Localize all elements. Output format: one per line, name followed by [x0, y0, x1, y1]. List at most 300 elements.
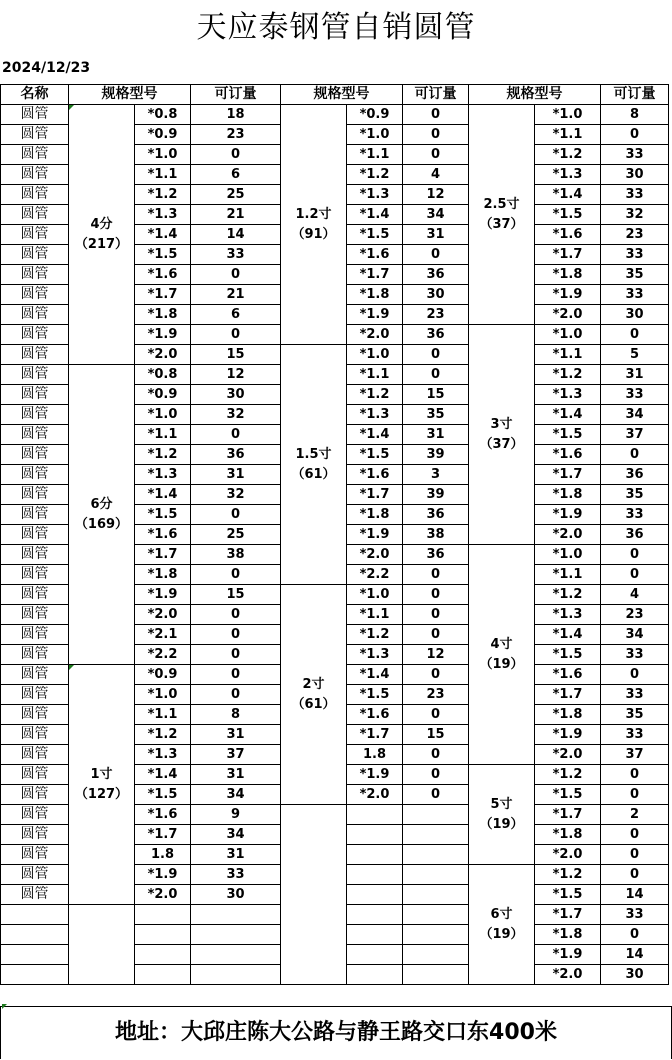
- spec-cell: *1.8: [135, 565, 191, 585]
- qty-cell: 14: [601, 945, 669, 965]
- qty-cell: 4: [601, 585, 669, 605]
- qty-cell: 33: [601, 505, 669, 525]
- spacer-cell: [135, 985, 191, 1006]
- group-size-label: 5寸: [490, 796, 513, 812]
- spec-cell: *0.8: [135, 105, 191, 125]
- spec-cell: *1.4: [535, 185, 601, 205]
- spec-cell: *1.0: [347, 585, 403, 605]
- group-size-label: 6寸: [490, 906, 513, 922]
- spec-cell: *2.1: [135, 625, 191, 645]
- spacer-cell: [69, 985, 135, 1006]
- empty-cell: [347, 805, 403, 825]
- spec-cell: *0.9: [135, 125, 191, 145]
- empty-cell: [347, 885, 403, 905]
- qty-cell: 0: [191, 425, 281, 445]
- qty-cell: 0: [403, 705, 469, 725]
- group-label-cell: [281, 585, 347, 805]
- product-name-cell: 圆管: [1, 685, 69, 705]
- spec-cell: *1.5: [135, 785, 191, 805]
- group-total-label: （61）: [291, 696, 336, 712]
- spec-cell: 1.8: [347, 745, 403, 765]
- empty-group-cell: [69, 905, 135, 985]
- spec-cell: *2.0: [535, 845, 601, 865]
- spec-cell: *2.0: [135, 885, 191, 905]
- product-name-cell: 圆管: [1, 665, 69, 685]
- qty-cell: 33: [601, 185, 669, 205]
- spec-cell: *1.4: [135, 765, 191, 785]
- spec-cell: *1.5: [535, 645, 601, 665]
- spec-cell: *2.0: [135, 605, 191, 625]
- spec-cell: *1.4: [347, 425, 403, 445]
- spec-cell: *1.7: [347, 725, 403, 745]
- empty-cell: [403, 945, 469, 965]
- spec-cell: *1.0: [535, 105, 601, 125]
- qty-cell: 34: [601, 405, 669, 425]
- spec-cell: *1.3: [347, 185, 403, 205]
- spec-cell: *1.7: [135, 825, 191, 845]
- spec-cell: *1.2: [347, 165, 403, 185]
- product-name-cell: 圆管: [1, 245, 69, 265]
- spec-cell: *1.0: [535, 545, 601, 565]
- empty-cell: [191, 945, 281, 965]
- qty-cell: 0: [191, 325, 281, 345]
- product-name-cell: 圆管: [1, 805, 69, 825]
- qty-cell: 36: [403, 545, 469, 565]
- spec-cell: *1.8: [535, 825, 601, 845]
- qty-cell: 6: [191, 305, 281, 325]
- qty-cell: 0: [191, 605, 281, 625]
- header-qty: 可订量: [403, 85, 469, 105]
- group-total-label: （91）: [291, 226, 336, 242]
- qty-cell: 6: [191, 165, 281, 185]
- qty-cell: 31: [191, 725, 281, 745]
- empty-cell: [1, 905, 69, 925]
- product-name-cell: 圆管: [1, 145, 69, 165]
- spec-cell: *0.9: [347, 105, 403, 125]
- product-name-cell: 圆管: [1, 365, 69, 385]
- spec-cell: *0.9: [135, 665, 191, 685]
- qty-cell: 32: [191, 405, 281, 425]
- product-name-cell: 圆管: [1, 645, 69, 665]
- spec-cell: *1.2: [347, 385, 403, 405]
- product-name-cell: 圆管: [1, 465, 69, 485]
- spec-cell: *1.5: [135, 505, 191, 525]
- qty-cell: 0: [403, 105, 469, 125]
- empty-group-cell: [281, 805, 347, 985]
- empty-cell: [135, 965, 191, 985]
- spec-cell: *1.0: [347, 125, 403, 145]
- spec-cell: *1.1: [535, 125, 601, 145]
- qty-cell: 0: [403, 745, 469, 765]
- qty-cell: 36: [403, 265, 469, 285]
- spec-cell: *1.3: [347, 645, 403, 665]
- spec-cell: *1.3: [535, 165, 601, 185]
- spec-cell: *1.1: [135, 705, 191, 725]
- empty-cell: [403, 825, 469, 845]
- qty-cell: 14: [191, 225, 281, 245]
- qty-cell: 15: [191, 585, 281, 605]
- product-name-cell: 圆管: [1, 565, 69, 585]
- qty-cell: 30: [601, 965, 669, 985]
- spec-cell: *1.4: [135, 485, 191, 505]
- spec-cell: *1.9: [535, 945, 601, 965]
- spec-cell: *1.7: [535, 685, 601, 705]
- qty-cell: 0: [601, 845, 669, 865]
- qty-cell: 0: [403, 365, 469, 385]
- spec-cell: *1.4: [347, 665, 403, 685]
- product-name-cell: 圆管: [1, 625, 69, 645]
- spec-cell: *1.5: [135, 245, 191, 265]
- cell-marker: [69, 105, 74, 110]
- spec-cell: *1.7: [535, 805, 601, 825]
- spec-cell: *2.0: [135, 345, 191, 365]
- qty-cell: 35: [403, 405, 469, 425]
- spec-cell: *1.5: [535, 205, 601, 225]
- spec-cell: *1.9: [347, 305, 403, 325]
- group-label-cell: [469, 765, 535, 865]
- spec-cell: *1.4: [535, 625, 601, 645]
- spec-cell: *2.2: [135, 645, 191, 665]
- qty-cell: 0: [601, 445, 669, 465]
- product-name-cell: 圆管: [1, 105, 69, 125]
- qty-cell: 21: [191, 285, 281, 305]
- empty-cell: [347, 925, 403, 945]
- spec-cell: *1.6: [135, 805, 191, 825]
- qty-cell: 3: [403, 465, 469, 485]
- qty-cell: 12: [191, 365, 281, 385]
- address-footer: 地址：大邱庄陈大公路与静王路交口东400米: [0, 1006, 672, 1059]
- qty-cell: 36: [403, 325, 469, 345]
- qty-cell: 35: [601, 265, 669, 285]
- qty-cell: 32: [601, 205, 669, 225]
- qty-cell: 33: [601, 905, 669, 925]
- spec-cell: *1.2: [535, 145, 601, 165]
- group-total-label: （19）: [479, 656, 524, 672]
- spec-cell: *1.6: [535, 445, 601, 465]
- spec-cell: *1.7: [347, 265, 403, 285]
- qty-cell: 36: [191, 445, 281, 465]
- spec-cell: *1.9: [535, 505, 601, 525]
- spec-cell: *1.9: [135, 865, 191, 885]
- group-total-label: （217）: [74, 236, 129, 252]
- qty-cell: 0: [601, 785, 669, 805]
- group-total-label: （19）: [479, 926, 524, 942]
- qty-cell: 0: [601, 865, 669, 885]
- spacer-cell: [469, 985, 535, 1006]
- empty-cell: [347, 825, 403, 845]
- spec-cell: *1.1: [535, 345, 601, 365]
- spec-cell: *1.6: [535, 225, 601, 245]
- product-name-cell: 圆管: [1, 165, 69, 185]
- spec-cell: *1.9: [135, 585, 191, 605]
- product-name-cell: 圆管: [1, 305, 69, 325]
- qty-cell: 0: [191, 625, 281, 645]
- qty-cell: 0: [191, 505, 281, 525]
- group-total-label: （37）: [479, 436, 524, 452]
- qty-cell: 0: [601, 125, 669, 145]
- header-spec: 规格型号: [469, 85, 601, 105]
- qty-cell: 9: [191, 805, 281, 825]
- product-name-cell: 圆管: [1, 445, 69, 465]
- spacer-cell: [191, 985, 281, 1006]
- qty-cell: 38: [191, 545, 281, 565]
- spacer-cell: [281, 985, 347, 1006]
- spec-cell: *0.8: [135, 365, 191, 385]
- spec-cell: *1.3: [535, 385, 601, 405]
- spec-cell: *1.2: [535, 365, 601, 385]
- qty-cell: 0: [403, 605, 469, 625]
- spec-cell: *1.0: [347, 345, 403, 365]
- qty-cell: 34: [191, 785, 281, 805]
- group-label-cell: [469, 105, 535, 325]
- qty-cell: 0: [601, 325, 669, 345]
- group-total-label: （169）: [74, 516, 129, 532]
- empty-cell: [403, 925, 469, 945]
- spec-cell: *1.6: [535, 665, 601, 685]
- product-name-cell: 圆管: [1, 425, 69, 445]
- spec-cell: *2.0: [535, 965, 601, 985]
- empty-cell: [135, 905, 191, 925]
- spec-cell: *1.0: [135, 145, 191, 165]
- product-name-cell: 圆管: [1, 185, 69, 205]
- qty-cell: 0: [191, 665, 281, 685]
- header-name: 名称: [1, 85, 69, 105]
- product-name-cell: 圆管: [1, 285, 69, 305]
- spec-cell: *1.8: [535, 265, 601, 285]
- spec-cell: *1.3: [347, 405, 403, 425]
- spacer-cell: [403, 985, 469, 1006]
- spec-cell: *1.3: [135, 745, 191, 765]
- empty-cell: [1, 945, 69, 965]
- qty-cell: 15: [403, 725, 469, 745]
- qty-cell: 0: [601, 545, 669, 565]
- qty-cell: 2: [601, 805, 669, 825]
- product-name-cell: 圆管: [1, 485, 69, 505]
- spec-cell: *1.3: [135, 465, 191, 485]
- date-label: 2024/12/23: [2, 60, 91, 76]
- qty-cell: 33: [191, 865, 281, 885]
- qty-cell: 31: [403, 425, 469, 445]
- group-label-cell: [281, 345, 347, 585]
- spec-cell: *0.9: [135, 385, 191, 405]
- qty-cell: 23: [403, 685, 469, 705]
- empty-cell: [1, 965, 69, 985]
- spec-cell: *1.8: [535, 485, 601, 505]
- group-label-cell: [69, 665, 135, 905]
- empty-cell: [403, 965, 469, 985]
- qty-cell: 0: [403, 145, 469, 165]
- empty-cell: [191, 925, 281, 945]
- qty-cell: 35: [601, 705, 669, 725]
- qty-cell: 15: [191, 345, 281, 365]
- qty-cell: 0: [403, 345, 469, 365]
- group-size-label: 6分: [90, 496, 113, 512]
- spec-cell: *1.2: [135, 185, 191, 205]
- qty-cell: 0: [403, 245, 469, 265]
- product-name-cell: 圆管: [1, 385, 69, 405]
- empty-cell: [403, 805, 469, 825]
- header-row: [1, 85, 669, 105]
- product-name-cell: 圆管: [1, 705, 69, 725]
- spec-cell: *1.7: [347, 485, 403, 505]
- qty-cell: 15: [403, 385, 469, 405]
- empty-cell: [403, 845, 469, 865]
- spec-cell: *2.0: [535, 305, 601, 325]
- product-name-cell: 圆管: [1, 765, 69, 785]
- spec-cell: *1.7: [135, 545, 191, 565]
- qty-cell: 0: [403, 625, 469, 645]
- qty-cell: 0: [601, 665, 669, 685]
- spec-cell: *1.9: [347, 525, 403, 545]
- qty-cell: 36: [601, 525, 669, 545]
- header-spec: 规格型号: [69, 85, 191, 105]
- qty-cell: 30: [191, 885, 281, 905]
- group-total-label: （37）: [479, 216, 524, 232]
- spec-cell: *1.7: [135, 285, 191, 305]
- qty-cell: 33: [601, 285, 669, 305]
- spec-cell: *1.7: [535, 905, 601, 925]
- group-size-label: 2寸: [302, 676, 325, 692]
- product-name-cell: 圆管: [1, 325, 69, 345]
- qty-cell: 30: [191, 385, 281, 405]
- product-name-cell: 圆管: [1, 785, 69, 805]
- qty-cell: 33: [601, 385, 669, 405]
- group-total-label: （61）: [291, 466, 336, 482]
- qty-cell: 39: [403, 445, 469, 465]
- header-qty: 可订量: [191, 85, 281, 105]
- qty-cell: 23: [601, 225, 669, 245]
- empty-cell: [191, 905, 281, 925]
- qty-cell: 4: [403, 165, 469, 185]
- spec-cell: *1.5: [347, 445, 403, 465]
- spec-cell: *1.2: [535, 865, 601, 885]
- qty-cell: 30: [601, 165, 669, 185]
- spec-cell: *2.2: [347, 565, 403, 585]
- header-spec: 规格型号: [281, 85, 403, 105]
- product-name-cell: 圆管: [1, 865, 69, 885]
- spec-cell: *1.0: [135, 685, 191, 705]
- spec-cell: *1.8: [347, 285, 403, 305]
- qty-cell: 33: [601, 245, 669, 265]
- spacer-cell: [1, 985, 69, 1006]
- group-label-cell: [281, 105, 347, 345]
- group-size-label: 1.2寸: [295, 206, 332, 222]
- qty-cell: 30: [601, 305, 669, 325]
- spacer-row: [1, 985, 669, 1006]
- qty-cell: 0: [403, 585, 469, 605]
- spec-cell: *1.6: [347, 705, 403, 725]
- qty-cell: 32: [191, 485, 281, 505]
- spec-cell: *1.8: [347, 505, 403, 525]
- spec-cell: *1.6: [135, 525, 191, 545]
- spec-cell: *1.8: [535, 705, 601, 725]
- product-name-cell: 圆管: [1, 125, 69, 145]
- qty-cell: 12: [403, 185, 469, 205]
- qty-cell: 0: [191, 145, 281, 165]
- qty-cell: 31: [403, 225, 469, 245]
- qty-cell: 35: [601, 485, 669, 505]
- qty-cell: 0: [191, 565, 281, 585]
- qty-cell: 0: [403, 565, 469, 585]
- spec-cell: *1.2: [135, 725, 191, 745]
- spec-cell: *1.6: [347, 245, 403, 265]
- qty-cell: 0: [403, 765, 469, 785]
- qty-cell: 12: [403, 645, 469, 665]
- group-total-label: （19）: [479, 816, 524, 832]
- product-name-cell: 圆管: [1, 845, 69, 865]
- product-name-cell: 圆管: [1, 205, 69, 225]
- spec-cell: *1.1: [135, 165, 191, 185]
- qty-cell: 34: [191, 825, 281, 845]
- qty-cell: 23: [403, 305, 469, 325]
- group-size-label: 2.5寸: [483, 196, 520, 212]
- product-name-cell: 圆管: [1, 585, 69, 605]
- spacer-cell: [347, 985, 403, 1006]
- spec-cell: *1.2: [535, 585, 601, 605]
- spec-cell: *2.0: [535, 525, 601, 545]
- spec-cell: *1.6: [135, 265, 191, 285]
- product-name-cell: 圆管: [1, 605, 69, 625]
- qty-cell: 21: [191, 205, 281, 225]
- qty-cell: 8: [191, 705, 281, 725]
- qty-cell: 36: [601, 465, 669, 485]
- spec-cell: *2.0: [347, 785, 403, 805]
- spec-cell: *1.8: [535, 925, 601, 945]
- spacer-cell: [535, 985, 601, 1006]
- product-name-cell: 圆管: [1, 265, 69, 285]
- spec-cell: *1.2: [535, 765, 601, 785]
- empty-cell: [135, 945, 191, 965]
- qty-cell: 38: [403, 525, 469, 545]
- table-row: [1, 105, 669, 125]
- product-name-cell: 圆管: [1, 745, 69, 765]
- group-label-cell: [469, 545, 535, 765]
- qty-cell: 0: [403, 125, 469, 145]
- qty-cell: 39: [403, 485, 469, 505]
- spec-cell: *1.0: [135, 405, 191, 425]
- spec-cell: *2.0: [535, 745, 601, 765]
- qty-cell: 0: [403, 665, 469, 685]
- spec-cell: *1.8: [135, 305, 191, 325]
- qty-cell: 30: [403, 285, 469, 305]
- group-size-label: 1寸: [90, 766, 113, 782]
- inventory-table: [0, 84, 669, 1005]
- group-label-cell: [469, 325, 535, 545]
- qty-cell: 31: [191, 845, 281, 865]
- qty-cell: 18: [191, 105, 281, 125]
- qty-cell: 0: [601, 925, 669, 945]
- spec-cell: *2.0: [347, 545, 403, 565]
- cell-marker: [2, 1004, 7, 1009]
- product-name-cell: 圆管: [1, 885, 69, 905]
- qty-cell: 34: [601, 625, 669, 645]
- qty-cell: 33: [191, 245, 281, 265]
- spec-cell: *1.4: [135, 225, 191, 245]
- spec-cell: *1.5: [347, 225, 403, 245]
- spec-cell: *1.1: [347, 365, 403, 385]
- spec-cell: *1.7: [535, 245, 601, 265]
- spec-cell: *1.5: [535, 425, 601, 445]
- empty-cell: [191, 965, 281, 985]
- qty-cell: 37: [191, 745, 281, 765]
- spec-cell: *1.6: [347, 465, 403, 485]
- qty-cell: 31: [191, 765, 281, 785]
- qty-cell: 0: [601, 765, 669, 785]
- qty-cell: 0: [403, 785, 469, 805]
- product-name-cell: 圆管: [1, 345, 69, 365]
- spec-cell: *1.7: [535, 465, 601, 485]
- spec-cell: *1.3: [135, 205, 191, 225]
